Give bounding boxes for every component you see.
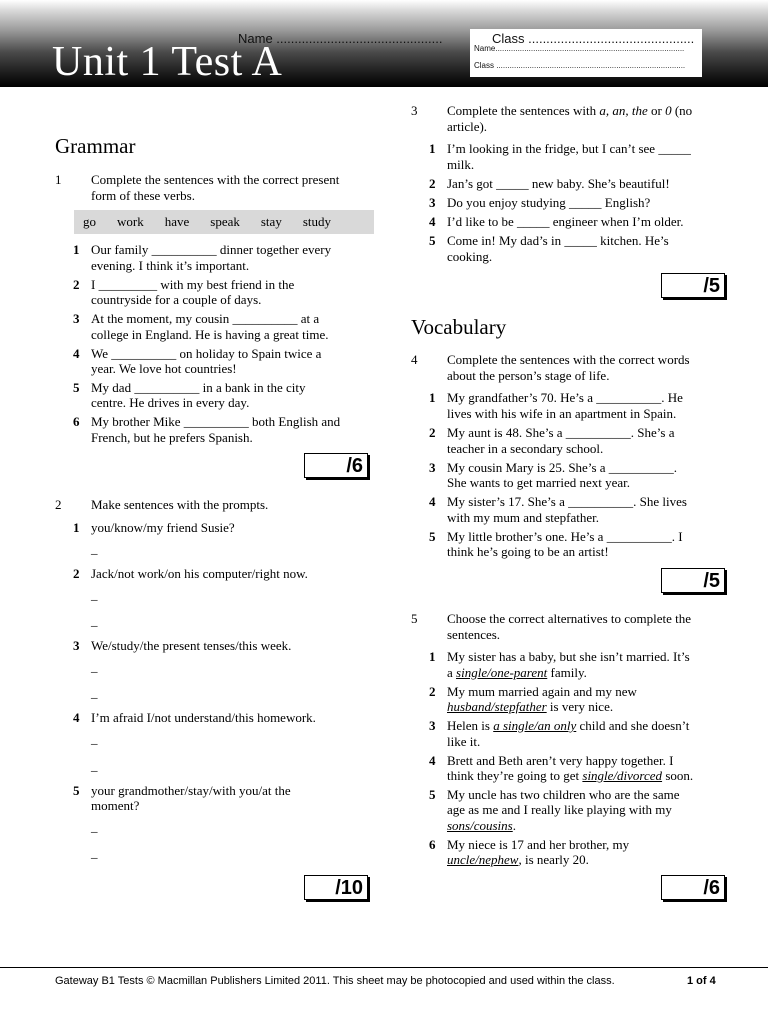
item-text xyxy=(447,665,587,681)
answer-line[interactable]: _ xyxy=(91,541,98,556)
item-text: you/know/my friend Susie? xyxy=(91,520,235,535)
item-text: At the moment, my cousin __________ at a xyxy=(91,311,320,326)
alternatives[interactable]: a single/an only xyxy=(493,718,577,733)
item-number: 4 xyxy=(429,494,436,509)
question-instruction: Complete the sentences with the correct present xyxy=(91,172,340,187)
item-text: She wants to get married next year. xyxy=(447,475,631,490)
question-number: 3 xyxy=(411,103,418,118)
item-number: 5 xyxy=(73,380,80,395)
item-text: college in England. He is having a great time. xyxy=(91,327,329,342)
item-number: 3 xyxy=(73,638,80,653)
item-text: I’m afraid I/not understand/this homework. xyxy=(91,710,316,725)
alternatives[interactable]: sons/cousins xyxy=(447,818,513,833)
item-text: teacher in a secondary school. xyxy=(447,441,604,456)
class-label: Class .............................................. xyxy=(492,31,695,46)
answer-line[interactable]: _ xyxy=(91,587,98,602)
item-number: 3 xyxy=(429,718,436,733)
item-text: My little brother’s one. He’s a __________. I xyxy=(447,529,683,544)
word: go xyxy=(83,214,96,229)
word: have xyxy=(164,214,190,229)
word: work xyxy=(117,214,144,229)
text-part: soon. xyxy=(662,768,694,783)
question-instruction xyxy=(447,103,692,119)
item-text: think he’s going to be an artist! xyxy=(447,544,609,559)
name-label: Name .............................................. xyxy=(238,31,443,46)
item-number: 2 xyxy=(429,176,436,191)
item-text: My brother Mike __________ both English and xyxy=(91,414,341,429)
item-text: with my mum and stepfather. xyxy=(447,510,600,525)
answer-line[interactable]: _ xyxy=(91,685,98,700)
item-text: moment? xyxy=(91,798,140,813)
item-text: Do you enjoy studying _____ English? xyxy=(447,195,651,210)
item-text: year. We love hot countries! xyxy=(91,361,237,376)
item-text: My dad __________ in a bank in the city xyxy=(91,380,306,395)
item-number: 5 xyxy=(429,233,436,248)
question-number: 1 xyxy=(55,172,62,187)
item-text: My uncle has two children who are the same xyxy=(447,787,680,802)
question-instruction: Make sentences with the prompts. xyxy=(91,497,269,512)
item-number: 2 xyxy=(429,684,436,699)
item-number: 5 xyxy=(73,783,80,798)
item-text: I’d like to be _____ engineer when I’m older. xyxy=(447,214,684,229)
text-part: is very nice. xyxy=(546,699,614,714)
answer-line[interactable]: _ xyxy=(91,758,98,773)
item-number: 1 xyxy=(429,141,436,156)
alternatives[interactable]: uncle/nephew xyxy=(447,852,519,867)
item-number: 2 xyxy=(429,425,436,440)
item-text: I’m looking in the fridge, but I can’t see _____ xyxy=(447,141,691,156)
text-part: child and she doesn’t xyxy=(576,718,690,733)
text-part: family. xyxy=(547,665,587,680)
score-box[interactable]: /6 xyxy=(304,453,368,478)
alternatives[interactable]: husband/stepfather xyxy=(447,699,547,714)
item-number: 3 xyxy=(429,195,436,210)
question-number: 2 xyxy=(55,497,62,512)
item-text xyxy=(447,718,689,734)
item-text: age as me and I really like playing with my xyxy=(447,802,672,817)
text-part: think they’re going to get xyxy=(447,768,583,783)
item-number: 1 xyxy=(429,649,436,664)
question-instruction: Choose the correct alternatives to complete the xyxy=(447,611,692,626)
item-text: My niece is 17 and her brother, my xyxy=(447,837,630,852)
score-box[interactable]: /5 xyxy=(661,273,725,298)
text-part: , is nearly 20. xyxy=(518,852,589,867)
item-number: 4 xyxy=(429,214,436,229)
text-part: a xyxy=(447,665,457,680)
item-number: 5 xyxy=(429,787,436,802)
item-text: Our family __________ dinner together every xyxy=(91,242,332,257)
item-number: 4 xyxy=(73,346,80,361)
item-text: milk. xyxy=(447,157,475,172)
item-number: 1 xyxy=(73,520,80,535)
item-text: Jan’s got _____ new baby. She’s beautiful! xyxy=(447,176,670,191)
instruction-part: 0 xyxy=(665,103,672,118)
vocabulary-heading: Vocabulary xyxy=(411,315,507,339)
item-text: French, but he prefers Spanish. xyxy=(91,430,253,445)
word: stay xyxy=(260,214,282,229)
word: study xyxy=(302,214,331,229)
question-instruction: article). xyxy=(447,119,488,134)
item-text: My grandfather’s 70. He’s a __________. He xyxy=(447,390,683,405)
question-instruction: about the person’s stage of life. xyxy=(447,368,610,383)
box-name-field[interactable]: Name..................................................................................... xyxy=(474,44,685,53)
answer-line[interactable]: _ xyxy=(91,819,98,834)
score-box[interactable]: /5 xyxy=(661,568,725,593)
instruction-part: or xyxy=(647,103,666,118)
item-text: My aunt is 48. She’s a __________. She’s a xyxy=(447,425,675,440)
answer-line[interactable]: _ xyxy=(91,731,98,746)
item-number: 4 xyxy=(73,710,80,725)
question-number: 4 xyxy=(411,352,418,367)
item-text: cooking. xyxy=(447,249,493,264)
question-number: 5 xyxy=(411,611,418,626)
instruction-part: a, an, the xyxy=(599,103,648,118)
answer-line[interactable]: _ xyxy=(91,845,98,860)
item-text: My sister has a baby, but she isn’t married. It’s xyxy=(447,649,690,664)
item-text xyxy=(447,818,516,834)
word-box xyxy=(74,210,374,234)
item-text xyxy=(447,852,589,868)
item-number: 4 xyxy=(429,753,436,768)
item-text xyxy=(447,699,613,715)
answer-line[interactable]: _ xyxy=(91,613,98,628)
item-number: 6 xyxy=(429,837,436,852)
item-number: 3 xyxy=(429,460,436,475)
item-text: centre. He drives in every day. xyxy=(91,395,250,410)
question-instruction: sentences. xyxy=(447,627,501,642)
item-number: 6 xyxy=(73,414,80,429)
item-text: We/study/the present tenses/this week. xyxy=(91,638,292,653)
item-text: Come in! My dad’s in _____ kitchen. He’s xyxy=(447,233,669,248)
item-number: 5 xyxy=(429,529,436,544)
footer-text: Gateway B1 Tests © Macmillan Publishers Limited 2011. This sheet may be photocopied and used within the class. xyxy=(55,975,615,987)
item-text: your grandmother/stay/with you/at the xyxy=(91,783,291,798)
score-box[interactable]: /10 xyxy=(304,875,368,900)
item-number: 2 xyxy=(73,566,80,581)
item-text: Jack/not work/on his computer/right now. xyxy=(91,566,308,581)
item-number: 1 xyxy=(429,390,436,405)
item-number: 1 xyxy=(73,242,80,257)
text-part: Helen is xyxy=(447,718,494,733)
item-text xyxy=(447,768,693,784)
item-text: My cousin Mary is 25. She’s a __________. xyxy=(447,460,678,475)
word: speak xyxy=(210,214,240,229)
item-text: like it. xyxy=(447,734,481,749)
box-class-field[interactable]: Class ..................................................................................... xyxy=(474,61,686,70)
item-text: We __________ on holiday to Spain twice a xyxy=(91,346,322,361)
alternatives[interactable]: single/one-parent xyxy=(456,665,548,680)
item-text: evening. I think it’s important. xyxy=(91,258,250,273)
item-text: Brett and Beth aren’t very happy together. I xyxy=(447,753,674,768)
answer-line[interactable]: _ xyxy=(91,659,98,674)
item-number: 3 xyxy=(73,311,80,326)
item-number: 2 xyxy=(73,277,80,292)
page-title: Unit 1 Test A xyxy=(52,39,283,85)
text-part: . xyxy=(512,818,516,833)
question-instruction: form of these verbs. xyxy=(91,188,195,203)
item-text: lives with his wife in an apartment in Spain. xyxy=(447,406,677,421)
instruction-part: Complete the sentences with xyxy=(447,103,600,118)
instruction-part: (no xyxy=(671,103,693,118)
footer-divider xyxy=(0,967,768,968)
alternatives[interactable]: single/divorced xyxy=(582,768,663,783)
grammar-heading: Grammar xyxy=(55,134,136,158)
item-text: My mum married again and my new xyxy=(447,684,637,699)
item-text: I _________ with my best friend in the xyxy=(91,277,295,292)
score-box[interactable]: /6 xyxy=(661,875,725,900)
item-text: countryside for a couple of days. xyxy=(91,292,262,307)
item-text: My sister’s 17. She’s a __________. She lives xyxy=(447,494,687,509)
question-instruction: Complete the sentences with the correct words xyxy=(447,352,690,367)
page-number: 1 of 4 xyxy=(687,975,716,987)
